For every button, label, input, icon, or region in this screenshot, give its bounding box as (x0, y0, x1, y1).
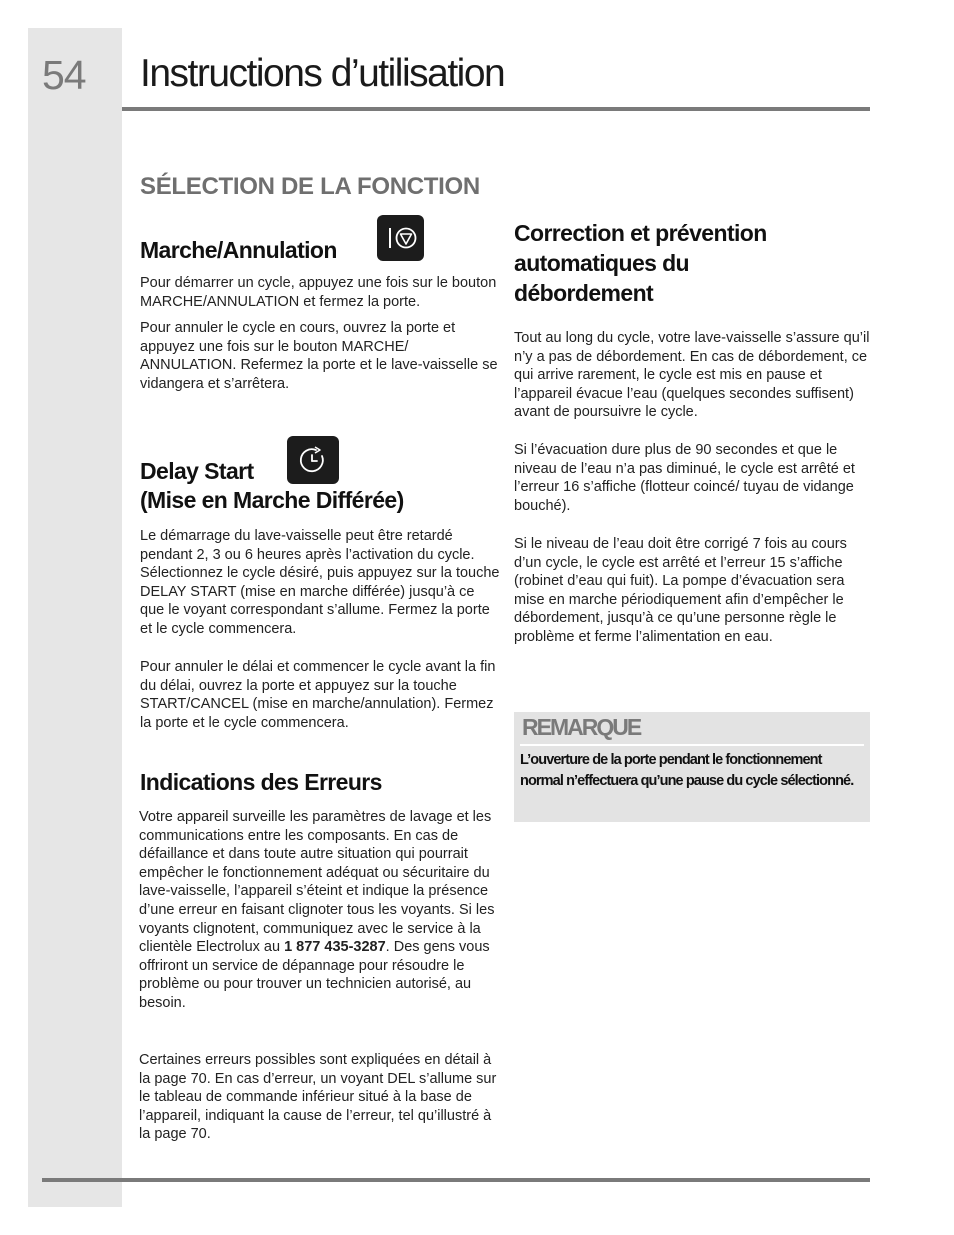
header-divider (122, 107, 870, 111)
section-title: SÉLECTION DE LA FONCTION (140, 173, 480, 200)
footer-divider (42, 1178, 870, 1182)
delay-start-heading: Delay Start (140, 458, 254, 484)
page-sidebar-band (28, 28, 122, 1207)
support-phone-number: 1 877 435-3287 (284, 939, 386, 956)
overflow-heading-line-3: débordement (514, 280, 654, 306)
overflow-heading-line-1: Correction et prévention (514, 220, 767, 246)
errors-paragraph-1 (139, 808, 497, 1013)
overflow-paragraph-2: Si l’évacuation dure plus de 90 secondes et que le niveau de l’eau n’a pas diminué, le cycle est arrêté et l’erreur 16 s’affiche (flotteur coincé/ tuyau de vidange bouché). (514, 442, 855, 514)
delay-start-subheading: (Mise en Marche Différée) (140, 487, 404, 513)
note-box (514, 712, 870, 822)
delay-clock-icon (287, 436, 339, 484)
note-title: REMARQUE (522, 714, 641, 740)
overflow-paragraph-1: Tout au long du cycle, votre lave-vaisselle s’assure qu’il n’y a pas de débordement. En cas de débordement, ce qui arrive rarement, le cycle est mis en pause et l’appareil évacue l’eau (quelques secondes suffisent) avant de poursuivre le cycle. (514, 330, 870, 421)
page-title: Instructions d’utilisation (140, 52, 505, 95)
overflow-heading-line-2: automatiques du (514, 250, 690, 276)
marche-paragraph-1: Pour démarrer un cycle, appuyez une fois sur le bouton MARCHE/ANNULATION et fermez la porte. (140, 275, 497, 310)
note-divider (520, 744, 864, 746)
overflow-paragraph-3: Si le niveau de l’eau doit être corrigé 7 fois au cours d’un cycle, le cycle est arrêté et l’erreur 15 s’affiche (robinet d’eau qui fuit). La pompe d’évacuation sera mise en marche périodiquement afin d’empêcher le débordement, jusqu’à ce qu’une personne règle le problème et ferme l’alimentation en eau. (514, 536, 847, 645)
delay-paragraph-2: Pour annuler le délai et commencer le cycle avant la fin du délai, ouvrez la porte et appuyez sur la touche START/CANCEL (mise en marche/annulation). Fermez la porte et le cycle commencera. (140, 659, 496, 731)
page-number: 54 (42, 52, 86, 98)
delay-paragraph-1: Le démarrage du lave-vaisselle peut être retardé pendant 2, 3 ou 6 heures après l’activation du cycle. Sélectionnez le cycle désiré, puis appuyez sur la touche DELAY START (mise en marche différée) jusqu’à ce que le voyant correspondant s’allume. Fermez la porte et le cycle commencera. (140, 528, 500, 637)
marche-annulation-heading: Marche/Annulation (140, 237, 337, 263)
errors-heading: Indications des Erreurs (140, 769, 382, 795)
note-text: L’ouverture de la porte pendant le fonctionnement normal n’effectuera qu’une pause du cycle sélectionné. (520, 752, 854, 789)
marche-paragraph-2: Pour annuler le cycle en cours, ouvrez la porte et appuyez une fois sur le bouton MARCHE/ ANNULATION. Refermez la porte et le lave-vaisselle se vidangera et s’arrêtera. (140, 320, 498, 392)
errors-text-after-phone: . Des gens vous offriront un service de dépannage pour résoudre le problème ou pour trouver un technicien autorisé, au besoin. (139, 939, 490, 1011)
start-cancel-icon (377, 215, 424, 261)
errors-text-before-phone: Votre appareil surveille les paramètres de lavage et les communications entre les composants. En cas de défaillance et dans toute autre situation qui pourrait empêcher le fonctionnement adéquat ou sécuritaire du lave-vaisselle, l’appareil s’éteint et indique la présence d’une erreur en faisant clignoter tous les voyants. Si les voyants clignotent, communiquez avec le service à la clientèle Electrolux au (139, 809, 495, 956)
errors-paragraph-2: Certaines erreurs possibles sont expliquées en détail à la page 70. En cas d’erreur, un voyant DEL s’allume sur le tableau de commande inférieur situé à la base de l’appareil, indiquant la cause de l’erreur, tel qu’illustré à la page 70. (139, 1052, 497, 1143)
